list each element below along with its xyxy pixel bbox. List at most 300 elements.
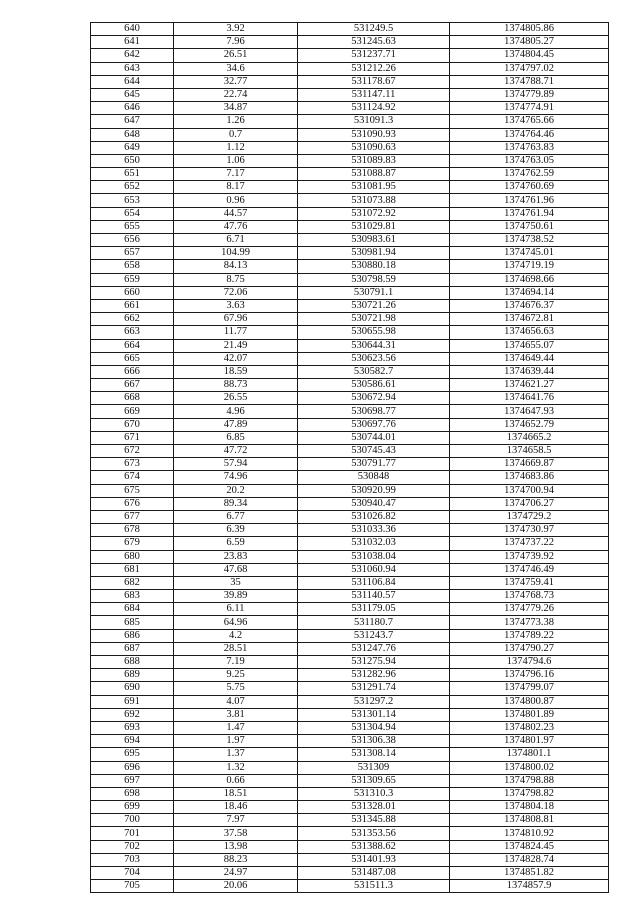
y-coordinate-cell: 1374719.19 (450, 260, 609, 273)
point-number-cell: 670 (91, 418, 174, 431)
table-row (91, 194, 609, 207)
x-coordinate-cell: 530623.56 (298, 352, 450, 365)
table-row (91, 273, 609, 286)
coordinate-table-body (91, 23, 609, 893)
y-coordinate-cell: 1374851.82 (450, 867, 609, 880)
point-number-cell: 659 (91, 273, 174, 286)
x-coordinate-cell: 531212.26 (298, 62, 450, 75)
y-coordinate-cell: 1374652.79 (450, 418, 609, 431)
distance-cell: 26.55 (174, 392, 298, 405)
distance-cell: 7.96 (174, 36, 298, 49)
y-coordinate-cell: 1374804.45 (450, 49, 609, 62)
y-coordinate-cell: 1374779.26 (450, 603, 609, 616)
distance-cell: 20.2 (174, 484, 298, 497)
table-row (91, 669, 609, 682)
y-coordinate-cell: 1374824.45 (450, 840, 609, 853)
distance-cell: 3.92 (174, 23, 298, 36)
y-coordinate-cell: 1374805.27 (450, 36, 609, 49)
point-number-cell: 643 (91, 62, 174, 75)
point-number-cell: 664 (91, 339, 174, 352)
y-coordinate-cell: 1374621.27 (450, 379, 609, 392)
point-number-cell: 698 (91, 787, 174, 800)
y-coordinate-cell: 1374745.01 (450, 247, 609, 260)
table-row (91, 510, 609, 523)
x-coordinate-cell: 530791.1 (298, 286, 450, 299)
y-coordinate-cell: 1374649.44 (450, 352, 609, 365)
table-row (91, 313, 609, 326)
point-number-cell: 666 (91, 365, 174, 378)
x-coordinate-cell: 530848 (298, 471, 450, 484)
y-coordinate-cell: 1374739.92 (450, 550, 609, 563)
table-row (91, 853, 609, 866)
y-coordinate-cell: 1374746.49 (450, 563, 609, 576)
distance-cell: 20.06 (174, 880, 298, 893)
point-number-cell: 671 (91, 431, 174, 444)
table-row (91, 128, 609, 141)
y-coordinate-cell: 1374656.63 (450, 326, 609, 339)
x-coordinate-cell: 531178.67 (298, 75, 450, 88)
point-number-cell: 703 (91, 853, 174, 866)
distance-cell: 8.17 (174, 181, 298, 194)
table-row (91, 721, 609, 734)
x-coordinate-cell: 530940.47 (298, 497, 450, 510)
x-coordinate-cell: 531309.65 (298, 774, 450, 787)
point-number-cell: 676 (91, 497, 174, 510)
point-number-cell: 647 (91, 115, 174, 128)
x-coordinate-cell: 530644.31 (298, 339, 450, 352)
distance-cell: 0.96 (174, 194, 298, 207)
point-number-cell: 690 (91, 682, 174, 695)
x-coordinate-cell: 531033.36 (298, 524, 450, 537)
y-coordinate-cell: 1374788.71 (450, 75, 609, 88)
coordinate-table (90, 22, 609, 893)
x-coordinate-cell: 531301.14 (298, 708, 450, 721)
table-row (91, 247, 609, 260)
distance-cell: 44.57 (174, 207, 298, 220)
x-coordinate-cell: 531353.56 (298, 827, 450, 840)
table-row (91, 62, 609, 75)
x-coordinate-cell: 530745.43 (298, 445, 450, 458)
x-coordinate-cell: 531073.88 (298, 194, 450, 207)
distance-cell: 32.77 (174, 75, 298, 88)
y-coordinate-cell: 1374828.74 (450, 853, 609, 866)
distance-cell: 6.11 (174, 603, 298, 616)
table-row (91, 656, 609, 669)
table-row (91, 682, 609, 695)
distance-cell: 5.75 (174, 682, 298, 695)
point-number-cell: 692 (91, 708, 174, 721)
table-row (91, 181, 609, 194)
point-number-cell: 679 (91, 537, 174, 550)
table-row (91, 23, 609, 36)
distance-cell: 72.06 (174, 286, 298, 299)
point-number-cell: 662 (91, 313, 174, 326)
point-number-cell: 650 (91, 154, 174, 167)
y-coordinate-cell: 1374760.69 (450, 181, 609, 194)
point-number-cell: 669 (91, 405, 174, 418)
point-number-cell: 646 (91, 102, 174, 115)
distance-cell: 1.97 (174, 735, 298, 748)
y-coordinate-cell: 1374801.89 (450, 708, 609, 721)
x-coordinate-cell: 530721.98 (298, 313, 450, 326)
distance-cell: 34.87 (174, 102, 298, 115)
distance-cell: 39.89 (174, 590, 298, 603)
x-coordinate-cell: 531060.94 (298, 563, 450, 576)
point-number-cell: 645 (91, 88, 174, 101)
y-coordinate-cell: 1374700.94 (450, 484, 609, 497)
table-row (91, 471, 609, 484)
table-row (91, 207, 609, 220)
point-number-cell: 695 (91, 748, 174, 761)
distance-cell: 57.94 (174, 458, 298, 471)
y-coordinate-cell: 1374794.6 (450, 656, 609, 669)
table-row (91, 339, 609, 352)
table-row (91, 326, 609, 339)
distance-cell: 34.6 (174, 62, 298, 75)
distance-cell: 104.99 (174, 247, 298, 260)
table-row (91, 801, 609, 814)
y-coordinate-cell: 1374768.73 (450, 590, 609, 603)
table-row (91, 286, 609, 299)
x-coordinate-cell: 531243.7 (298, 629, 450, 642)
distance-cell: 0.7 (174, 128, 298, 141)
y-coordinate-cell: 1374800.87 (450, 695, 609, 708)
point-number-cell: 677 (91, 510, 174, 523)
table-row (91, 365, 609, 378)
x-coordinate-cell: 531249.5 (298, 23, 450, 36)
table-row (91, 168, 609, 181)
table-row (91, 445, 609, 458)
distance-cell: 1.12 (174, 141, 298, 154)
table-row (91, 524, 609, 537)
table-row (91, 49, 609, 62)
y-coordinate-cell: 1374698.66 (450, 273, 609, 286)
distance-cell: 3.63 (174, 299, 298, 312)
distance-cell: 22.74 (174, 88, 298, 101)
point-number-cell: 683 (91, 590, 174, 603)
point-number-cell: 697 (91, 774, 174, 787)
y-coordinate-cell: 1374790.27 (450, 642, 609, 655)
table-row (91, 840, 609, 853)
x-coordinate-cell: 530983.61 (298, 234, 450, 247)
table-row (91, 431, 609, 444)
x-coordinate-cell: 531310.3 (298, 787, 450, 800)
point-number-cell: 651 (91, 168, 174, 181)
distance-cell: 88.23 (174, 853, 298, 866)
x-coordinate-cell: 531089.83 (298, 154, 450, 167)
distance-cell: 88.73 (174, 379, 298, 392)
x-coordinate-cell: 531345.88 (298, 814, 450, 827)
y-coordinate-cell: 1374761.94 (450, 207, 609, 220)
table-row (91, 827, 609, 840)
x-coordinate-cell: 530582.7 (298, 365, 450, 378)
point-number-cell: 665 (91, 352, 174, 365)
point-number-cell: 675 (91, 484, 174, 497)
point-number-cell: 652 (91, 181, 174, 194)
x-coordinate-cell: 531106.84 (298, 576, 450, 589)
table-row (91, 563, 609, 576)
distance-cell: 18.51 (174, 787, 298, 800)
x-coordinate-cell: 531140.57 (298, 590, 450, 603)
distance-cell: 1.32 (174, 761, 298, 774)
x-coordinate-cell: 531511.3 (298, 880, 450, 893)
y-coordinate-cell: 1374694.14 (450, 286, 609, 299)
y-coordinate-cell: 1374669.87 (450, 458, 609, 471)
y-coordinate-cell: 1374764.46 (450, 128, 609, 141)
y-coordinate-cell: 1374797.02 (450, 62, 609, 75)
distance-cell: 26.51 (174, 49, 298, 62)
x-coordinate-cell: 530672.94 (298, 392, 450, 405)
y-coordinate-cell: 1374665.2 (450, 431, 609, 444)
distance-cell: 35 (174, 576, 298, 589)
distance-cell: 18.59 (174, 365, 298, 378)
point-number-cell: 674 (91, 471, 174, 484)
table-row (91, 260, 609, 273)
point-number-cell: 682 (91, 576, 174, 589)
distance-cell: 37.58 (174, 827, 298, 840)
table-row (91, 603, 609, 616)
distance-cell: 3.81 (174, 708, 298, 721)
x-coordinate-cell: 531090.93 (298, 128, 450, 141)
distance-cell: 4.2 (174, 629, 298, 642)
x-coordinate-cell: 531026.82 (298, 510, 450, 523)
distance-cell: 18.46 (174, 801, 298, 814)
x-coordinate-cell: 531237.71 (298, 49, 450, 62)
point-number-cell: 653 (91, 194, 174, 207)
table-row (91, 576, 609, 589)
x-coordinate-cell: 531282.96 (298, 669, 450, 682)
point-number-cell: 660 (91, 286, 174, 299)
y-coordinate-cell: 1374801.1 (450, 748, 609, 761)
x-coordinate-cell: 531179.05 (298, 603, 450, 616)
distance-cell: 64.96 (174, 616, 298, 629)
distance-cell: 21.49 (174, 339, 298, 352)
x-coordinate-cell: 530586.61 (298, 379, 450, 392)
y-coordinate-cell: 1374676.37 (450, 299, 609, 312)
distance-cell: 23.83 (174, 550, 298, 563)
y-coordinate-cell: 1374779.89 (450, 88, 609, 101)
y-coordinate-cell: 1374804.18 (450, 801, 609, 814)
y-coordinate-cell: 1374706.27 (450, 497, 609, 510)
table-row (91, 642, 609, 655)
x-coordinate-cell: 530721.26 (298, 299, 450, 312)
table-row (91, 418, 609, 431)
y-coordinate-cell: 1374763.05 (450, 154, 609, 167)
y-coordinate-cell: 1374857.9 (450, 880, 609, 893)
x-coordinate-cell: 531309 (298, 761, 450, 774)
x-coordinate-cell: 531401.93 (298, 853, 450, 866)
y-coordinate-cell: 1374765.66 (450, 115, 609, 128)
point-number-cell: 701 (91, 827, 174, 840)
point-number-cell: 694 (91, 735, 174, 748)
table-row (91, 484, 609, 497)
distance-cell: 7.19 (174, 656, 298, 669)
distance-cell: 28.51 (174, 642, 298, 655)
table-row (91, 735, 609, 748)
x-coordinate-cell: 530698.77 (298, 405, 450, 418)
y-coordinate-cell: 1374810.92 (450, 827, 609, 840)
table-row (91, 115, 609, 128)
distance-cell: 1.26 (174, 115, 298, 128)
x-coordinate-cell: 531091.3 (298, 115, 450, 128)
x-coordinate-cell: 531072.92 (298, 207, 450, 220)
point-number-cell: 687 (91, 642, 174, 655)
x-coordinate-cell: 531180.7 (298, 616, 450, 629)
distance-cell: 1.37 (174, 748, 298, 761)
x-coordinate-cell: 530791.77 (298, 458, 450, 471)
distance-cell: 7.97 (174, 814, 298, 827)
point-number-cell: 696 (91, 761, 174, 774)
point-number-cell: 686 (91, 629, 174, 642)
table-row (91, 814, 609, 827)
y-coordinate-cell: 1374759.41 (450, 576, 609, 589)
x-coordinate-cell: 530981.94 (298, 247, 450, 260)
table-row (91, 88, 609, 101)
y-coordinate-cell: 1374763.83 (450, 141, 609, 154)
x-coordinate-cell: 531090.63 (298, 141, 450, 154)
table-row (91, 141, 609, 154)
x-coordinate-cell: 531328.01 (298, 801, 450, 814)
y-coordinate-cell: 1374774.91 (450, 102, 609, 115)
point-number-cell: 689 (91, 669, 174, 682)
y-coordinate-cell: 1374750.61 (450, 220, 609, 233)
point-number-cell: 691 (91, 695, 174, 708)
distance-cell: 7.17 (174, 168, 298, 181)
distance-cell: 74.96 (174, 471, 298, 484)
x-coordinate-cell: 530880.18 (298, 260, 450, 273)
point-number-cell: 672 (91, 445, 174, 458)
table-row (91, 405, 609, 418)
x-coordinate-cell: 530744.01 (298, 431, 450, 444)
table-row (91, 234, 609, 247)
table-row (91, 75, 609, 88)
table-row (91, 392, 609, 405)
point-number-cell: 656 (91, 234, 174, 247)
distance-cell: 89.34 (174, 497, 298, 510)
distance-cell: 6.85 (174, 431, 298, 444)
point-number-cell: 641 (91, 36, 174, 49)
x-coordinate-cell: 531088.87 (298, 168, 450, 181)
y-coordinate-cell: 1374737.22 (450, 537, 609, 550)
table-row (91, 352, 609, 365)
y-coordinate-cell: 1374798.88 (450, 774, 609, 787)
table-row (91, 36, 609, 49)
x-coordinate-cell: 531247.76 (298, 642, 450, 655)
table-row (91, 708, 609, 721)
point-number-cell: 680 (91, 550, 174, 563)
y-coordinate-cell: 1374789.22 (450, 629, 609, 642)
table-row (91, 154, 609, 167)
point-number-cell: 668 (91, 392, 174, 405)
y-coordinate-cell: 1374738.52 (450, 234, 609, 247)
x-coordinate-cell: 531487.08 (298, 867, 450, 880)
table-row (91, 787, 609, 800)
distance-cell: 84.13 (174, 260, 298, 273)
distance-cell: 4.96 (174, 405, 298, 418)
point-number-cell: 649 (91, 141, 174, 154)
distance-cell: 47.89 (174, 418, 298, 431)
distance-cell: 6.39 (174, 524, 298, 537)
distance-cell: 24.97 (174, 867, 298, 880)
point-number-cell: 642 (91, 49, 174, 62)
y-coordinate-cell: 1374762.59 (450, 168, 609, 181)
y-coordinate-cell: 1374672.81 (450, 313, 609, 326)
table-row (91, 550, 609, 563)
table-row (91, 458, 609, 471)
point-number-cell: 705 (91, 880, 174, 893)
distance-cell: 13.98 (174, 840, 298, 853)
x-coordinate-cell: 531275.94 (298, 656, 450, 669)
point-number-cell: 693 (91, 721, 174, 734)
point-number-cell: 673 (91, 458, 174, 471)
x-coordinate-cell: 531032.03 (298, 537, 450, 550)
x-coordinate-cell: 530697.76 (298, 418, 450, 431)
x-coordinate-cell: 531147.11 (298, 88, 450, 101)
point-number-cell: 654 (91, 207, 174, 220)
point-number-cell: 661 (91, 299, 174, 312)
x-coordinate-cell: 531245.63 (298, 36, 450, 49)
distance-cell: 6.71 (174, 234, 298, 247)
table-row (91, 867, 609, 880)
distance-cell: 11.77 (174, 326, 298, 339)
y-coordinate-cell: 1374800.02 (450, 761, 609, 774)
distance-cell: 9.25 (174, 669, 298, 682)
point-number-cell: 663 (91, 326, 174, 339)
distance-cell: 6.59 (174, 537, 298, 550)
distance-cell: 42.07 (174, 352, 298, 365)
point-number-cell: 678 (91, 524, 174, 537)
x-coordinate-cell: 531291.74 (298, 682, 450, 695)
table-row (91, 616, 609, 629)
table-row (91, 629, 609, 642)
distance-cell: 47.72 (174, 445, 298, 458)
distance-cell: 0.66 (174, 774, 298, 787)
point-number-cell: 681 (91, 563, 174, 576)
x-coordinate-cell: 530798.59 (298, 273, 450, 286)
table-row (91, 220, 609, 233)
point-number-cell: 658 (91, 260, 174, 273)
table-row (91, 695, 609, 708)
y-coordinate-cell: 1374639.44 (450, 365, 609, 378)
point-number-cell: 640 (91, 23, 174, 36)
point-number-cell: 702 (91, 840, 174, 853)
y-coordinate-cell: 1374641.76 (450, 392, 609, 405)
table-row (91, 774, 609, 787)
distance-cell: 47.76 (174, 220, 298, 233)
y-coordinate-cell: 1374658.5 (450, 445, 609, 458)
y-coordinate-cell: 1374798.82 (450, 787, 609, 800)
distance-cell: 6.77 (174, 510, 298, 523)
y-coordinate-cell: 1374730.97 (450, 524, 609, 537)
distance-cell: 67.96 (174, 313, 298, 326)
y-coordinate-cell: 1374683.86 (450, 471, 609, 484)
distance-cell: 47.68 (174, 563, 298, 576)
y-coordinate-cell: 1374799.07 (450, 682, 609, 695)
distance-cell: 4.07 (174, 695, 298, 708)
point-number-cell: 704 (91, 867, 174, 880)
y-coordinate-cell: 1374805.86 (450, 23, 609, 36)
x-coordinate-cell: 531124.92 (298, 102, 450, 115)
x-coordinate-cell: 531081.95 (298, 181, 450, 194)
y-coordinate-cell: 1374655.07 (450, 339, 609, 352)
point-number-cell: 655 (91, 220, 174, 233)
distance-cell: 1.47 (174, 721, 298, 734)
table-row (91, 537, 609, 550)
point-number-cell: 667 (91, 379, 174, 392)
point-number-cell: 685 (91, 616, 174, 629)
x-coordinate-cell: 531308.14 (298, 748, 450, 761)
y-coordinate-cell: 1374761.96 (450, 194, 609, 207)
